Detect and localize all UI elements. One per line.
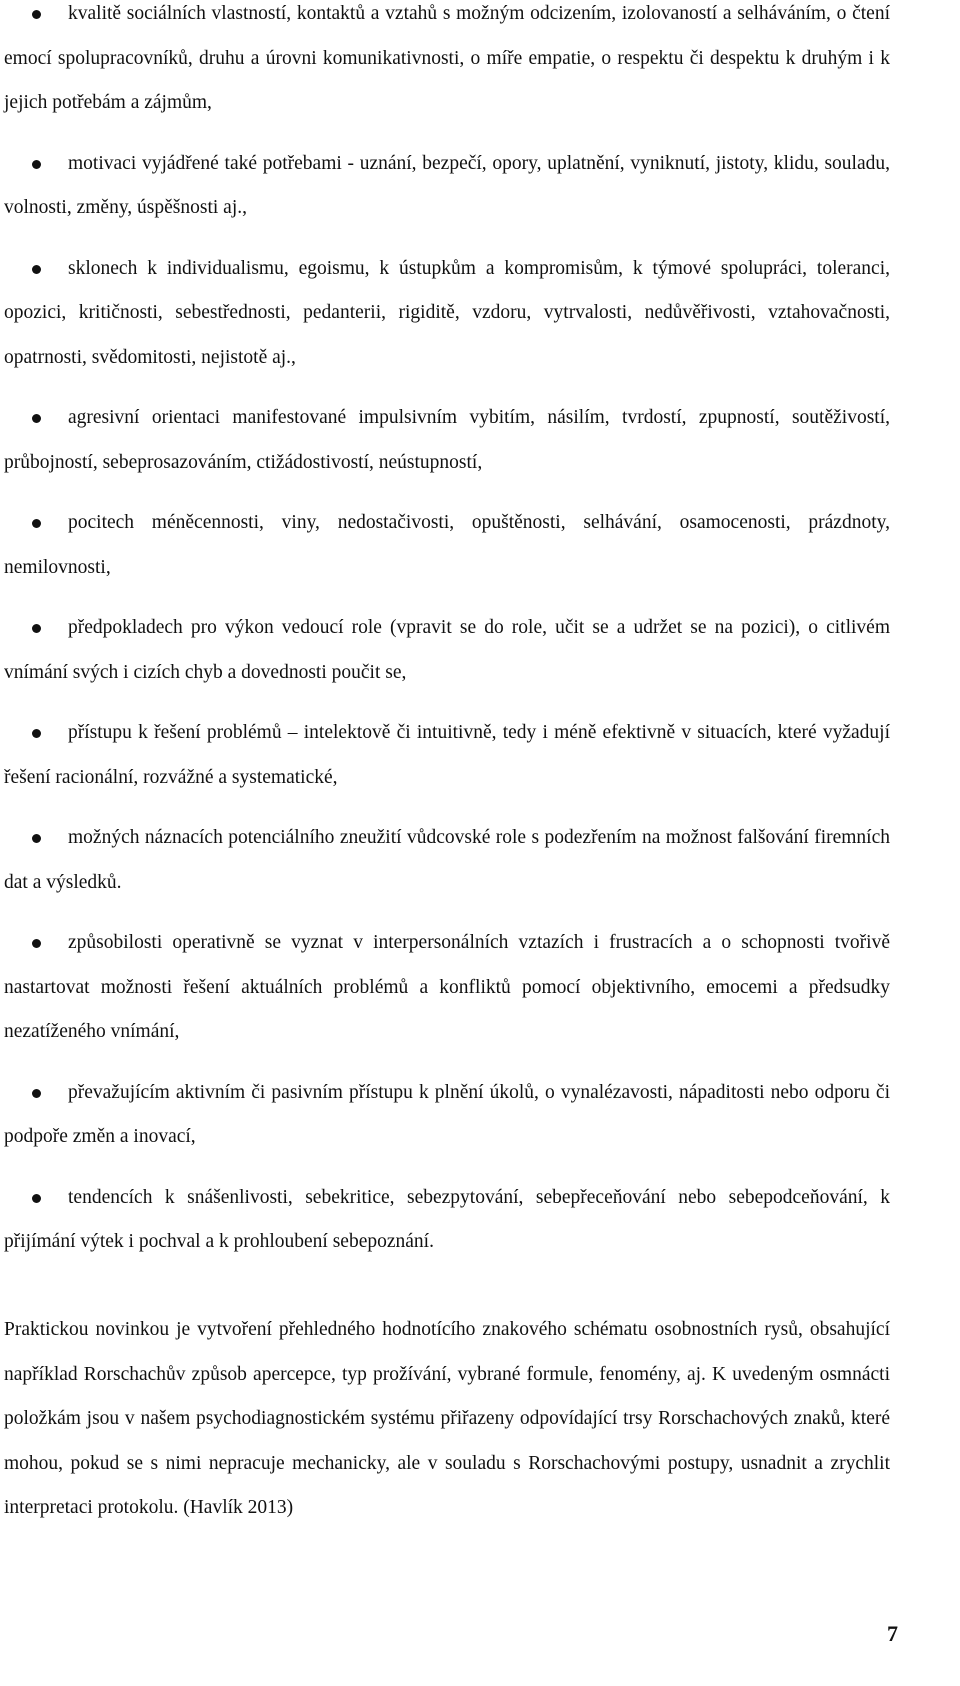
list-item-text: převažujícím aktivním či pasivním přístupu k plnění úkolů, o vynalézavosti, nápaditosti nebo odporu či podpoře změn a inovací,: [4, 1081, 890, 1147]
list-item: [4, 396, 890, 485]
bullet-icon: [32, 729, 41, 738]
list-item: [4, 0, 890, 126]
bullet-icon: [32, 939, 41, 948]
bullet-icon: [32, 1089, 41, 1098]
list-item-text: agresivní orientaci manifestované impulsivním vybitím, násilím, tvrdostí, zpupností, soutěživostí, průbojností, sebeprosazováním, ctižádostivostí, neústupností,: [4, 407, 890, 473]
list-item: [4, 247, 890, 381]
list-item-text: přístupu k řešení problémů – intelektově či intuitivně, tedy i méně efektivně v situacích, které vyžadují řešení racionální, rozvážné a systematické,: [4, 722, 890, 788]
list-item-text: předpokladech pro výkon vedoucí role (vpravit se do role, učit se a udržet se na pozici), o citlivém vnímání svých i cizích chyb a dovednosti poučit se,: [4, 617, 890, 683]
list-item-text: motivaci vyjádřené také potřebami - uznání, bezpečí, opory, uplatnění, vyniknutí, jistoty, klidu, souladu, volnosti, změny, úspěšnosti aj.,: [4, 152, 890, 218]
list-item: [4, 501, 890, 590]
bullet-icon: [32, 160, 41, 169]
list-item-text: možných náznacích potenciálního zneužití vůdcovské role s podezřením na možnost falšování firemních dat a výsledků.: [4, 827, 890, 893]
bullet-icon: [32, 519, 41, 528]
list-item: [4, 816, 890, 905]
list-item-text: tendencích k snášenlivosti, sebekritice, sebezpytování, sebepřeceňování nebo sebepodceňování, k přijímání výtek i pochval a k prohloubení sebepoznání.: [4, 1186, 890, 1252]
bullet-icon: [32, 265, 41, 274]
list-item: [4, 1176, 890, 1265]
list-item: [4, 921, 890, 1055]
list-item: [4, 142, 890, 231]
bullet-icon: [32, 834, 41, 843]
bullet-icon: [32, 414, 41, 423]
list-item: [4, 711, 890, 800]
page-number: 7: [887, 1621, 898, 1646]
bullet-icon: [32, 1194, 41, 1203]
list-item: [4, 606, 890, 695]
list-item-text: sklonech k individualismu, egoismu, k ústupkům a kompromisům, k týmové spolupráci, toleranci, opozici, kritičnosti, sebestřednosti, pedanterii, rigiditě, vzdoru, vytrvalosti, nedůvěřivosti, vztahovačnosti, opatrnosti, svědomitosti, nejistotě aj.,: [4, 257, 890, 368]
list-item-text: způsobilosti operativně se vyznat v interpersonálních vztazích i frustracích a o schopnosti tvořivě nastartovat možnosti řešení aktuálních problémů a konfliktů pomocí objektivního, emocemi a předsudky nezatíženého vnímání,: [4, 932, 890, 1042]
list-item: [4, 1071, 890, 1160]
bullet-icon: [32, 10, 41, 19]
body-paragraph: Praktickou novinkou je vytvoření přehledného hodnotícího znakového schématu osobnostních rysů, obsahující například Rorschachův způsob apercepce, typ prožívání, vybrané formule, fenomény, aj. K uvedeným osmnácti položkám jsou v našem psychodiagnostickém systému přiřazeny odpovídající trsy Rorschachových znaků, které mohou, pokud se s nimi nepracuje mechanicky, ale v souladu s Rorschachovými postupy, usnadnit a zrychlit interpretaci protokolu. (Havlík 2013): [4, 1319, 890, 1518]
list-item-text: kvalitě sociálních vlastností, kontaktů a vztahů s možným odcizením, izolovaností a selháváním, o čtení emocí spolupracovníků, druhu a úrovni komunikativnosti, o míře empatie, o respektu či despektu k druhým i k jejich potřebám a zájmům,: [4, 3, 890, 113]
bullet-list: [4, 0, 890, 1281]
bullet-icon: [32, 624, 41, 633]
list-item-text: pocitech méněcennosti, viny, nedostačivosti, opuštěnosti, selhávání, osamocenosti, prázdnoty, nemilovnosti,: [4, 512, 890, 578]
